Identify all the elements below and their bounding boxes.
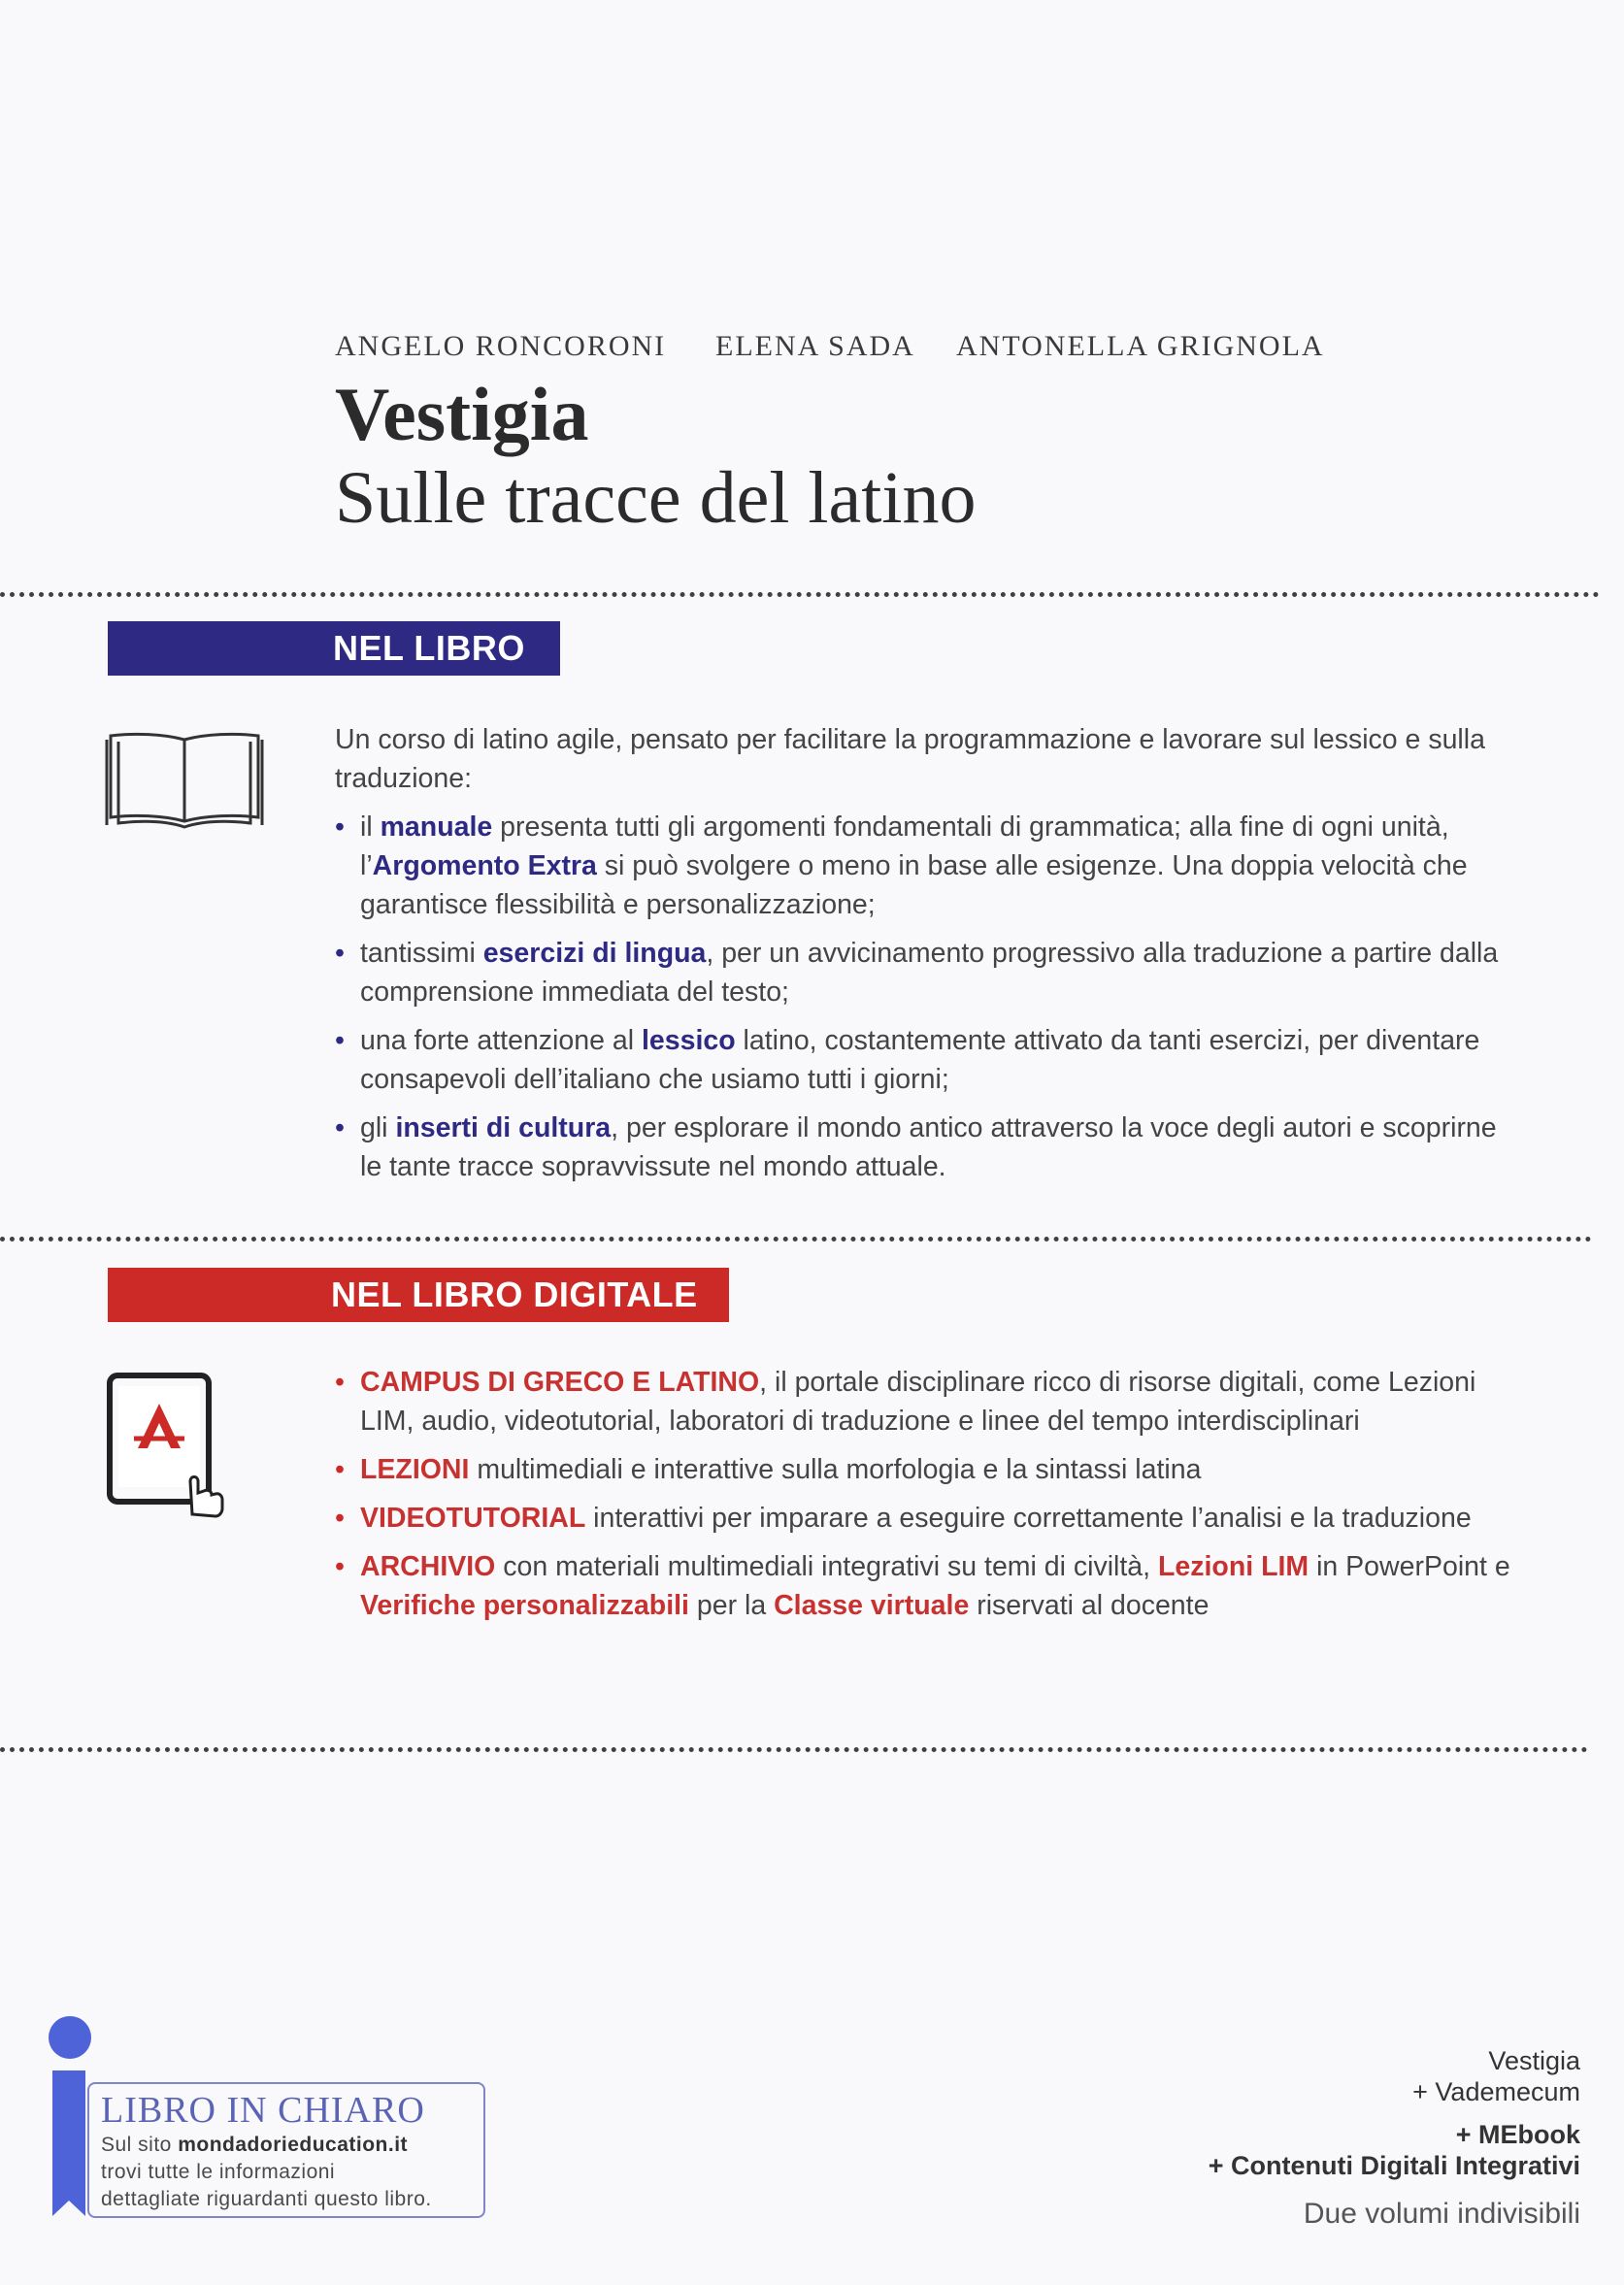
nel-libro-digitale-list <box>335 1363 1519 1635</box>
list-item: • VIDEOTUTORIAL interattivi per imparare a eseguire correttamente l’analisi e la traduzione <box>335 1499 1519 1538</box>
contents-line-2: + Vademecum <box>1412 2077 1580 2106</box>
list-item: • ARCHIVIO con materiali multimediali integrativi su temi di civiltà, Lezioni LIM in PowerPoint e Verifiche personalizzabili per la Classe virtuale riservati al docente <box>335 1547 1519 1625</box>
list-item: • CAMPUS DI GRECO E LATINO, il portale disciplinare ricco di risorse digitali, come Lezioni LIM, audio, videotutorial, laboratori di traduzione e linee del tempo interdisciplinari <box>335 1363 1519 1441</box>
contents-line-4: + Contenuti Digitali Integrativi <box>1208 2151 1580 2180</box>
list-item: • tantissimi esercizi di lingua, per un avvicinamento progressivo alla traduzione a partire dalla comprensione immediata del testo; <box>335 934 1519 1011</box>
libro-in-chiaro-line-1: Sul sito mondadorieducation.it <box>101 2134 409 2156</box>
section-heading-nel-libro-digitale: NEL LIBRO DIGITALE <box>108 1268 729 1322</box>
nel-libro-intro: Un corso di latino agile, pensato per facilitare la programmazione e lavorare sul lessico e sulla traduzione: <box>335 724 1485 794</box>
list-item: • LEZIONI multimediali e interattive sulla morfologia e la sintassi latina <box>335 1450 1519 1489</box>
list-item: • il manuale presenta tutti gli argomenti fondamentali di grammatica; alla fine di ogni unità, l’Argomento Extra si può svolgere o meno in base alle esigenze. Una doppia velocità che garantisce flessibilità e personalizzazione; <box>335 808 1519 924</box>
divider <box>0 592 1600 597</box>
libro-in-chiaro-line-2: trovi tutte le informazioni <box>101 2161 336 2183</box>
contents-line-5: Due volumi indivisibili <box>1303 2198 1580 2230</box>
contents-line-1: Vestigia <box>1488 2046 1580 2075</box>
nel-libro-list <box>335 808 1519 1196</box>
list-item: • una forte attenzione al lessico latino, costantemente attivato da tanti esercizi, per diventare consapevoli dell’italiano che usiamo tutti i giorni; <box>335 1021 1519 1099</box>
book-subtitle: Sulle tracce del latino <box>335 457 977 539</box>
list-item: • gli inserti di cultura, per esplorare il mondo antico attraverso la voce degli autori e scoprirne le tante tracce sopravvissute nel mondo attuale. <box>335 1109 1519 1186</box>
tablet-touch-icon <box>107 1373 225 1518</box>
section-heading-nel-libro: NEL LIBRO <box>108 621 560 676</box>
author-2: ELENA SADA <box>715 330 915 362</box>
book-title: Vestigia <box>335 372 589 456</box>
libro-in-chiaro-title: LIBRO IN CHIARO <box>101 2090 425 2131</box>
contents-line-3: + MEbook <box>1455 2120 1580 2149</box>
divider <box>0 1237 1592 1242</box>
open-book-icon <box>105 728 264 829</box>
divider <box>0 1747 1588 1752</box>
author-1: ANGELO RONCORONI <box>335 330 667 362</box>
author-3: ANTONELLA GRIGNOLA <box>956 330 1325 362</box>
libro-in-chiaro-line-3: dettagliate riguardanti questo libro. <box>101 2188 432 2210</box>
